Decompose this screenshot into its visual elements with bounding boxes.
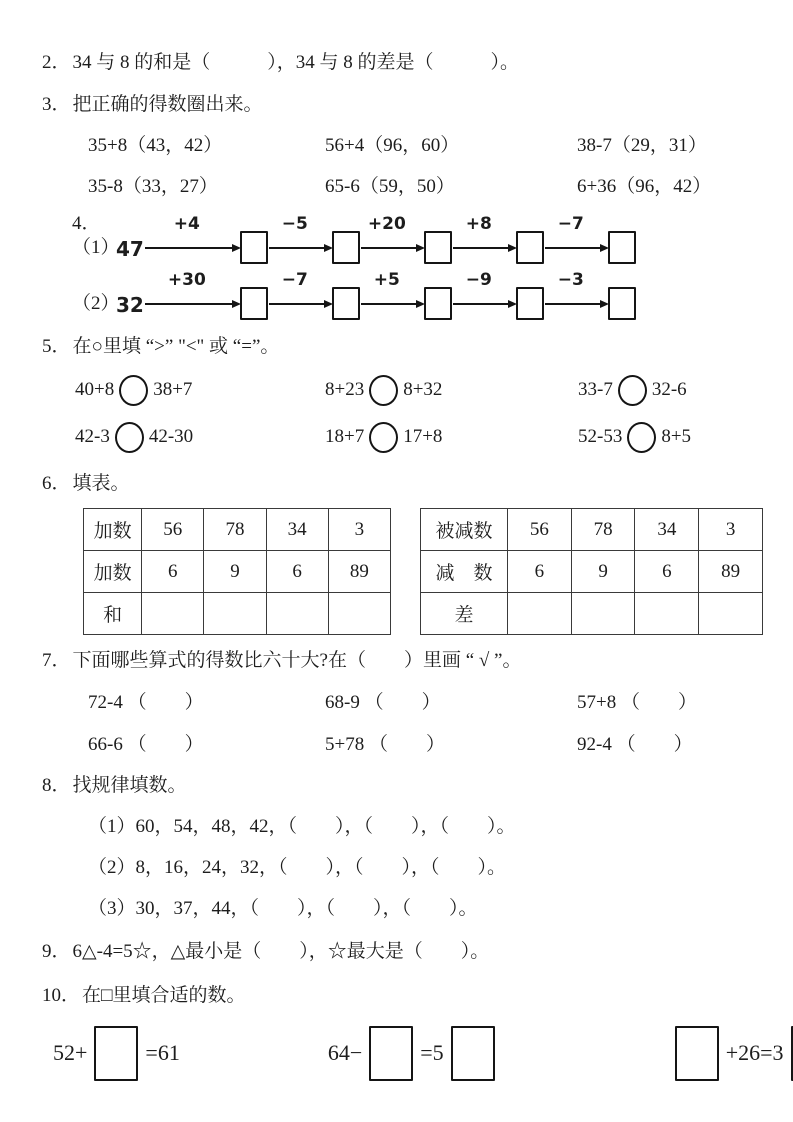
q5-title-line	[42, 334, 763, 360]
comparison-circle	[115, 422, 144, 453]
equation-item	[321, 1026, 495, 1081]
q3-title-line	[42, 92, 763, 118]
table-cell	[571, 593, 635, 635]
q6-number: 6．	[42, 473, 71, 494]
table-cell: 89	[328, 551, 390, 593]
table-cell: 加数	[84, 509, 142, 551]
expression-item: 38-7（29，31）	[577, 135, 707, 156]
q10-equations	[42, 1023, 784, 1083]
comparison-circle	[119, 375, 148, 406]
comparison-right: 17+8	[403, 426, 443, 447]
arrow-head-icon	[600, 244, 609, 252]
equation-item	[46, 1026, 187, 1081]
q6-table-addition	[83, 508, 391, 635]
q7-number: 7．	[42, 650, 71, 671]
table-row	[84, 551, 391, 593]
q8-title-line	[42, 773, 763, 799]
expression-item: 92-4 （ ）	[577, 734, 693, 755]
expression-row	[42, 174, 763, 200]
q6-table-left-body	[84, 509, 391, 635]
q7-rows	[42, 690, 763, 758]
equation-text: 52+	[53, 1040, 88, 1065]
q6-tables	[42, 508, 763, 635]
chain-answer-box	[608, 287, 636, 320]
q2-line	[42, 50, 763, 76]
arrow-shaft	[545, 303, 605, 305]
chain-arrow-label: −7	[281, 270, 308, 290]
q6-table-subtraction	[420, 508, 763, 635]
q7-section	[42, 648, 763, 758]
table-cell	[508, 593, 572, 635]
arrow-shaft	[453, 247, 513, 249]
table-cell	[635, 593, 699, 635]
comparison-circle	[369, 422, 398, 453]
table-cell: 56	[142, 509, 204, 551]
chain-start-number: 32	[116, 293, 144, 317]
equation-text: =61	[145, 1040, 180, 1065]
chain-arrow-label: −5	[281, 214, 308, 234]
comparison-right: 8+32	[403, 379, 443, 400]
equation-text: 64−	[327, 1040, 363, 1065]
chain-arrow	[452, 216, 516, 262]
arrow-shaft	[269, 303, 329, 305]
q3-rows	[42, 133, 763, 200]
table-cell: 34	[266, 509, 328, 551]
arrow-head-icon	[416, 300, 425, 308]
comparison-row	[42, 373, 763, 407]
arrow-head-icon	[232, 300, 241, 308]
chain-answer-box	[608, 231, 636, 264]
chain-answer-box	[516, 287, 544, 320]
q10-section	[42, 983, 784, 1083]
chain-arrow	[360, 216, 424, 262]
table-cell	[204, 593, 266, 635]
chain-arrow	[268, 216, 332, 262]
table-cell: 6	[266, 551, 328, 593]
chain-arrow-label: +20	[367, 214, 406, 234]
expression-item: 35-8（33，27）	[88, 176, 218, 197]
expression-item: 57+8 （ ）	[577, 692, 697, 713]
chain-arrow-label: +8	[465, 214, 492, 234]
q8-item: （2）8，16，24，32，（ ），（ ），（ ）。	[88, 857, 507, 878]
chain-answer-box	[424, 231, 452, 264]
q9-text: 6△-4=5☆，△最小是（ ），☆最大是（ ）。	[72, 941, 490, 962]
chain-answer-box	[332, 287, 360, 320]
arrow-shaft	[145, 247, 237, 249]
chain-start-number: 47	[116, 237, 144, 261]
q2-text: 34 与 8 的和是（ ），34 与 8 的差是（ ）。	[72, 52, 520, 73]
expression-item: 72-4 （ ）	[88, 692, 204, 713]
comparison-item	[325, 420, 578, 454]
comparison-item	[578, 420, 763, 454]
equation-text: +26=3	[725, 1040, 784, 1065]
table-row	[84, 593, 391, 635]
table-row	[84, 509, 391, 551]
table-cell	[699, 593, 763, 635]
q5-section	[42, 334, 763, 454]
expression-item: 68-9 （ ）	[325, 692, 441, 713]
equation-box	[94, 1026, 138, 1081]
comparison-left: 8+23	[325, 379, 365, 400]
table-cell: 3	[328, 509, 390, 551]
chain-start-label: 4．（1）	[72, 213, 120, 258]
q6-table-right-body	[421, 509, 763, 635]
q8-title: 找规律填数。	[72, 775, 187, 796]
table-cell: 和	[84, 593, 142, 635]
equation-box	[451, 1026, 495, 1081]
table-cell: 6	[508, 551, 572, 593]
comparison-item	[75, 373, 325, 407]
q8-section	[42, 773, 763, 922]
arrow-shaft	[361, 247, 421, 249]
q9-line	[42, 939, 763, 965]
table-cell: 6	[635, 551, 699, 593]
q8-number: 8．	[42, 775, 71, 796]
q4-chain	[42, 268, 763, 318]
comparison-circle	[627, 422, 656, 453]
comparison-circle	[618, 375, 647, 406]
expression-item: 66-6 （ ）	[88, 734, 204, 755]
comparison-item	[75, 420, 325, 454]
q7-title-line	[42, 648, 763, 674]
q5-title: 在○里填 “>” "<" 或 “=”。	[72, 336, 280, 357]
expression-row	[42, 732, 763, 758]
table-cell: 89	[699, 551, 763, 593]
q3-number: 3．	[42, 94, 71, 115]
arrow-head-icon	[232, 244, 241, 252]
arrow-shaft	[145, 303, 237, 305]
comparison-right: 32-6	[651, 379, 687, 400]
q3-title: 把正确的得数圈出来。	[72, 94, 263, 115]
comparison-left: 40+8	[75, 379, 115, 400]
expression-item: 65-6（59，50）	[325, 176, 455, 197]
chain-arrow-label: −7	[557, 214, 584, 234]
equation-item	[675, 1026, 793, 1081]
comparison-left: 52-53	[578, 426, 623, 447]
chain-answer-box	[332, 231, 360, 264]
comparison-right: 8+5	[661, 426, 692, 447]
equation-box	[369, 1026, 413, 1081]
comparison-row	[42, 420, 763, 454]
q6-section	[42, 471, 763, 635]
arrow-shaft	[361, 303, 421, 305]
table-cell: 78	[571, 509, 635, 551]
q7-title: 下面哪些算式的得数比六十大?在（ ）里画 “ √ ”。	[72, 650, 522, 671]
arrow-head-icon	[508, 244, 517, 252]
chain-answer-box	[424, 287, 452, 320]
comparison-left: 42-3	[75, 426, 110, 447]
comparison-right: 42-30	[148, 426, 194, 447]
chain-answer-box	[240, 231, 268, 264]
arrow-shaft	[453, 303, 513, 305]
table-cell: 56	[508, 509, 572, 551]
comparison-left: 18+7	[325, 426, 365, 447]
chain-arrow-label: +5	[373, 270, 400, 290]
chain-arrow-label: −9	[465, 270, 492, 290]
q2-number: 2．	[42, 52, 71, 73]
chain-arrow-label: +30	[167, 270, 206, 290]
q5-rows	[42, 373, 763, 454]
table-cell: 34	[635, 509, 699, 551]
q4-chains	[42, 212, 763, 318]
chain-arrow-label: −3	[557, 270, 584, 290]
q5-number: 5．	[42, 336, 71, 357]
chain-arrow	[360, 272, 424, 318]
q8-items	[42, 814, 763, 922]
chain-arrow	[268, 272, 332, 318]
table-cell	[142, 593, 204, 635]
table-cell: 减 数	[421, 551, 508, 593]
expression-row	[42, 133, 763, 159]
comparison-left: 33-7	[578, 379, 613, 400]
arrow-shaft	[545, 247, 605, 249]
expression-item: 35+8（43，42）	[88, 135, 223, 156]
q6-title: 填表。	[72, 473, 130, 494]
chain-arrow	[144, 216, 240, 262]
chain-arrow	[144, 272, 240, 318]
expression-item: 56+4（96，60）	[325, 135, 460, 156]
expression-row	[42, 690, 763, 716]
chain-start-label: （2）	[72, 293, 120, 314]
table-cell: 被减数	[421, 509, 508, 551]
q6-title-line	[42, 471, 763, 497]
table-row	[421, 509, 763, 551]
arrow-head-icon	[324, 244, 333, 252]
q9-number: 9．	[42, 941, 71, 962]
table-cell: 9	[571, 551, 635, 593]
q3-section	[42, 92, 763, 200]
chain-arrow-label: +4	[173, 214, 200, 234]
comparison-right: 38+7	[153, 379, 193, 400]
chain-arrow	[452, 272, 516, 318]
chain-answer-box	[516, 231, 544, 264]
q10-number: 10．	[42, 985, 81, 1006]
arrow-head-icon	[508, 300, 517, 308]
chain-answer-box	[240, 287, 268, 320]
table-cell: 6	[142, 551, 204, 593]
table-cell: 9	[204, 551, 266, 593]
comparison-circle	[369, 375, 398, 406]
q8-item: （3）30，37，44，（ ），（ ），（ ）。	[88, 898, 478, 919]
table-cell: 差	[421, 593, 508, 635]
arrow-shaft	[269, 247, 329, 249]
arrow-head-icon	[324, 300, 333, 308]
table-cell	[266, 593, 328, 635]
table-cell: 78	[204, 509, 266, 551]
table-cell	[328, 593, 390, 635]
chain-arrow	[544, 272, 608, 318]
table-cell: 3	[699, 509, 763, 551]
q8-item: （1）60，54，48，42，（ ），（ ），（ ）。	[88, 816, 516, 837]
expression-item: 6+36（96，42）	[577, 176, 712, 197]
comparison-item	[325, 373, 578, 407]
q10-title: 在□里填合适的数。	[82, 985, 246, 1006]
table-row	[421, 593, 763, 635]
chain-arrow	[544, 216, 608, 262]
comparison-item	[578, 373, 763, 407]
equation-box	[675, 1026, 719, 1081]
q4-section	[42, 212, 763, 318]
arrow-head-icon	[600, 300, 609, 308]
table-row	[421, 551, 763, 593]
table-cell: 加数	[84, 551, 142, 593]
arrow-head-icon	[416, 244, 425, 252]
expression-item: 5+78 （ ）	[325, 734, 445, 755]
q10-title-line	[42, 983, 763, 1009]
equation-text: =5	[420, 1040, 444, 1065]
q4-chain	[42, 212, 763, 262]
